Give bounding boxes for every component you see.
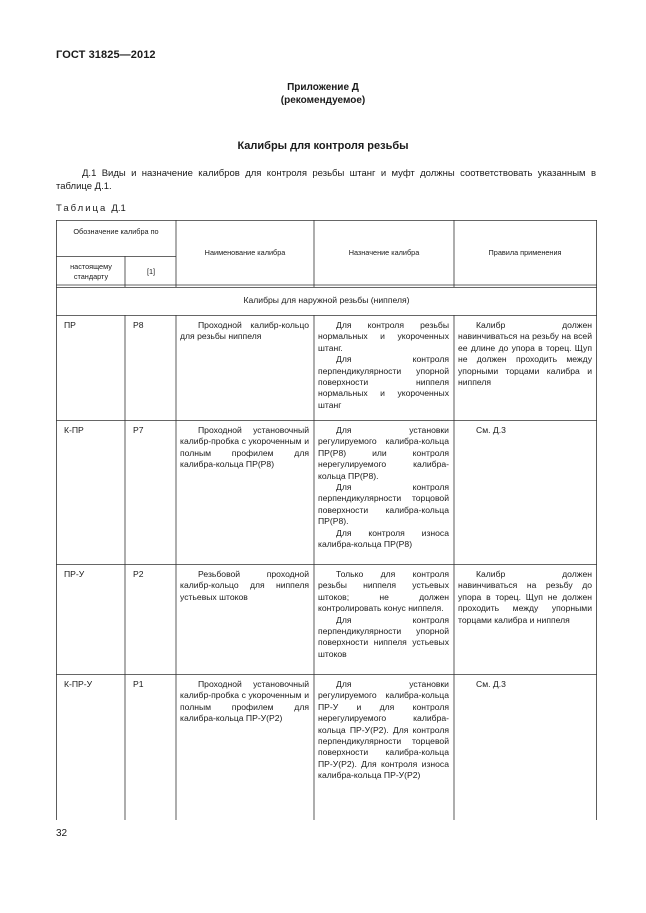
row-1-purpose-p1: Для контроля резьбы нормальных и укороченных штанг. (318, 320, 449, 353)
appendix-subtitle: (рекомендуемое) (280, 95, 366, 106)
group-row-label: Калибры для наружной резьбы (ниппеля) (243, 295, 410, 305)
row-3-rules-text: Калибр должен навинчиваться на резьбу до упора в торец. Щуп не должен проходить между упорными торцами калибра и ниппеля (458, 569, 592, 625)
intro-paragraph: Д.1 Виды и назначение калибров для контроля резьбы штанг и муфт должны соответствовать указанным в таблице Д.1. (56, 168, 596, 192)
row-2-purpose-p2: Для контроля перпендикулярности торцовой поверхности калибра-кольца ПР(Р8). (318, 482, 449, 527)
row-3-std: ПР-У (64, 569, 85, 579)
row-1-ref: Р8 (133, 320, 144, 330)
row-3-name (180, 569, 309, 603)
table-caption-label: Таблица (56, 203, 108, 214)
row-4-name-text: Проходной установочный калибр-пробка с укороченным и полным профилем для калибра-кольца ПР-У(Р2) (180, 679, 309, 724)
row-2-ref: Р7 (133, 425, 144, 435)
row-1-purpose (318, 320, 449, 411)
row-1-std: ПР (64, 320, 76, 330)
header-purpose: Назначение калибра (348, 248, 420, 257)
row-4-rules: См. Д.3 (476, 679, 506, 689)
row-2-name (180, 425, 309, 471)
row-3-purpose (318, 569, 449, 660)
row-2-purpose-p3: Для контроля износа калибра-кольца ПР(Р8) (318, 527, 449, 550)
standard-designation: ГОСТ 31825—2012 (56, 49, 156, 61)
header-current-standard: настоящему стандарту (70, 262, 112, 281)
row-3-purpose-p2: Для контроля перпендикулярности упорной поверхности ниппеля устьевых штоков (318, 614, 449, 659)
appendix-title: Приложение Д (287, 82, 359, 93)
row-3-rules (458, 569, 592, 626)
row-4-name (180, 679, 309, 725)
row-3-ref: Р2 (133, 569, 144, 579)
row-1-purpose-p2: Для контроля перпендикулярности упорной поверхности ниппеля нормальных и укороченных штанг (318, 354, 449, 410)
row-3-name-text: Резьбовой проходной калибр-кольцо для ниппеля устьевых штоков (180, 569, 309, 602)
header-rules: Правила применения (488, 248, 562, 257)
header-designation: Обозначение калибра по (73, 227, 159, 236)
row-3-purpose-p1: Только для контроля резьбы ниппеля устьевых штоков; не должен контролировать конус ниппеля. (318, 569, 449, 614)
row-2-rules: См. Д.3 (476, 425, 506, 435)
row-2-purpose-p1: Для установки регулируемого калибра-кольца ПР(Р8) или контроля нерегулируемого калибра-кольца ПР(Р8). (318, 425, 449, 481)
row-1-rules-text: Калибр должен навинчиваться на резьбу на всей ее длине до упора в торец. Щуп не должен проходить между упорными торцами калибра и ниппеля (458, 320, 592, 388)
row-2-name-text: Проходной установочный калибр-пробка с укороченным и полным профилем для калибра-кольца ПР(Р8) (180, 425, 309, 470)
row-1-rules (458, 320, 592, 388)
row-4-std: К-ПР-У (64, 679, 93, 689)
row-1-name-text: Проходной калибр-кольцо для резьбы ниппеля (180, 320, 309, 342)
table-caption-number: Д.1 (111, 203, 126, 214)
section-title: Калибры для контроля резьбы (237, 140, 409, 152)
row-4-purpose-p1: Для установки регулируемого калибра-кольца ПР-У и для контроля нерегулируемого калибра-кольца ПР-У(Р2). Для контроля перпендикулярности торцевой поверхности калибра-кольца ПР-У(Р2). Для контроля износа калибра-кольца ПР-У(Р2) (318, 679, 449, 781)
row-4-purpose (318, 679, 449, 782)
page-number: 32 (56, 828, 68, 839)
row-4-ref: Р1 (133, 679, 144, 689)
header-reference: [1] (146, 267, 156, 276)
row-1-name (180, 320, 309, 343)
row-2-purpose (318, 425, 449, 550)
header-name: Наименование калибра (204, 248, 286, 257)
row-2-std: К-ПР (64, 425, 84, 435)
